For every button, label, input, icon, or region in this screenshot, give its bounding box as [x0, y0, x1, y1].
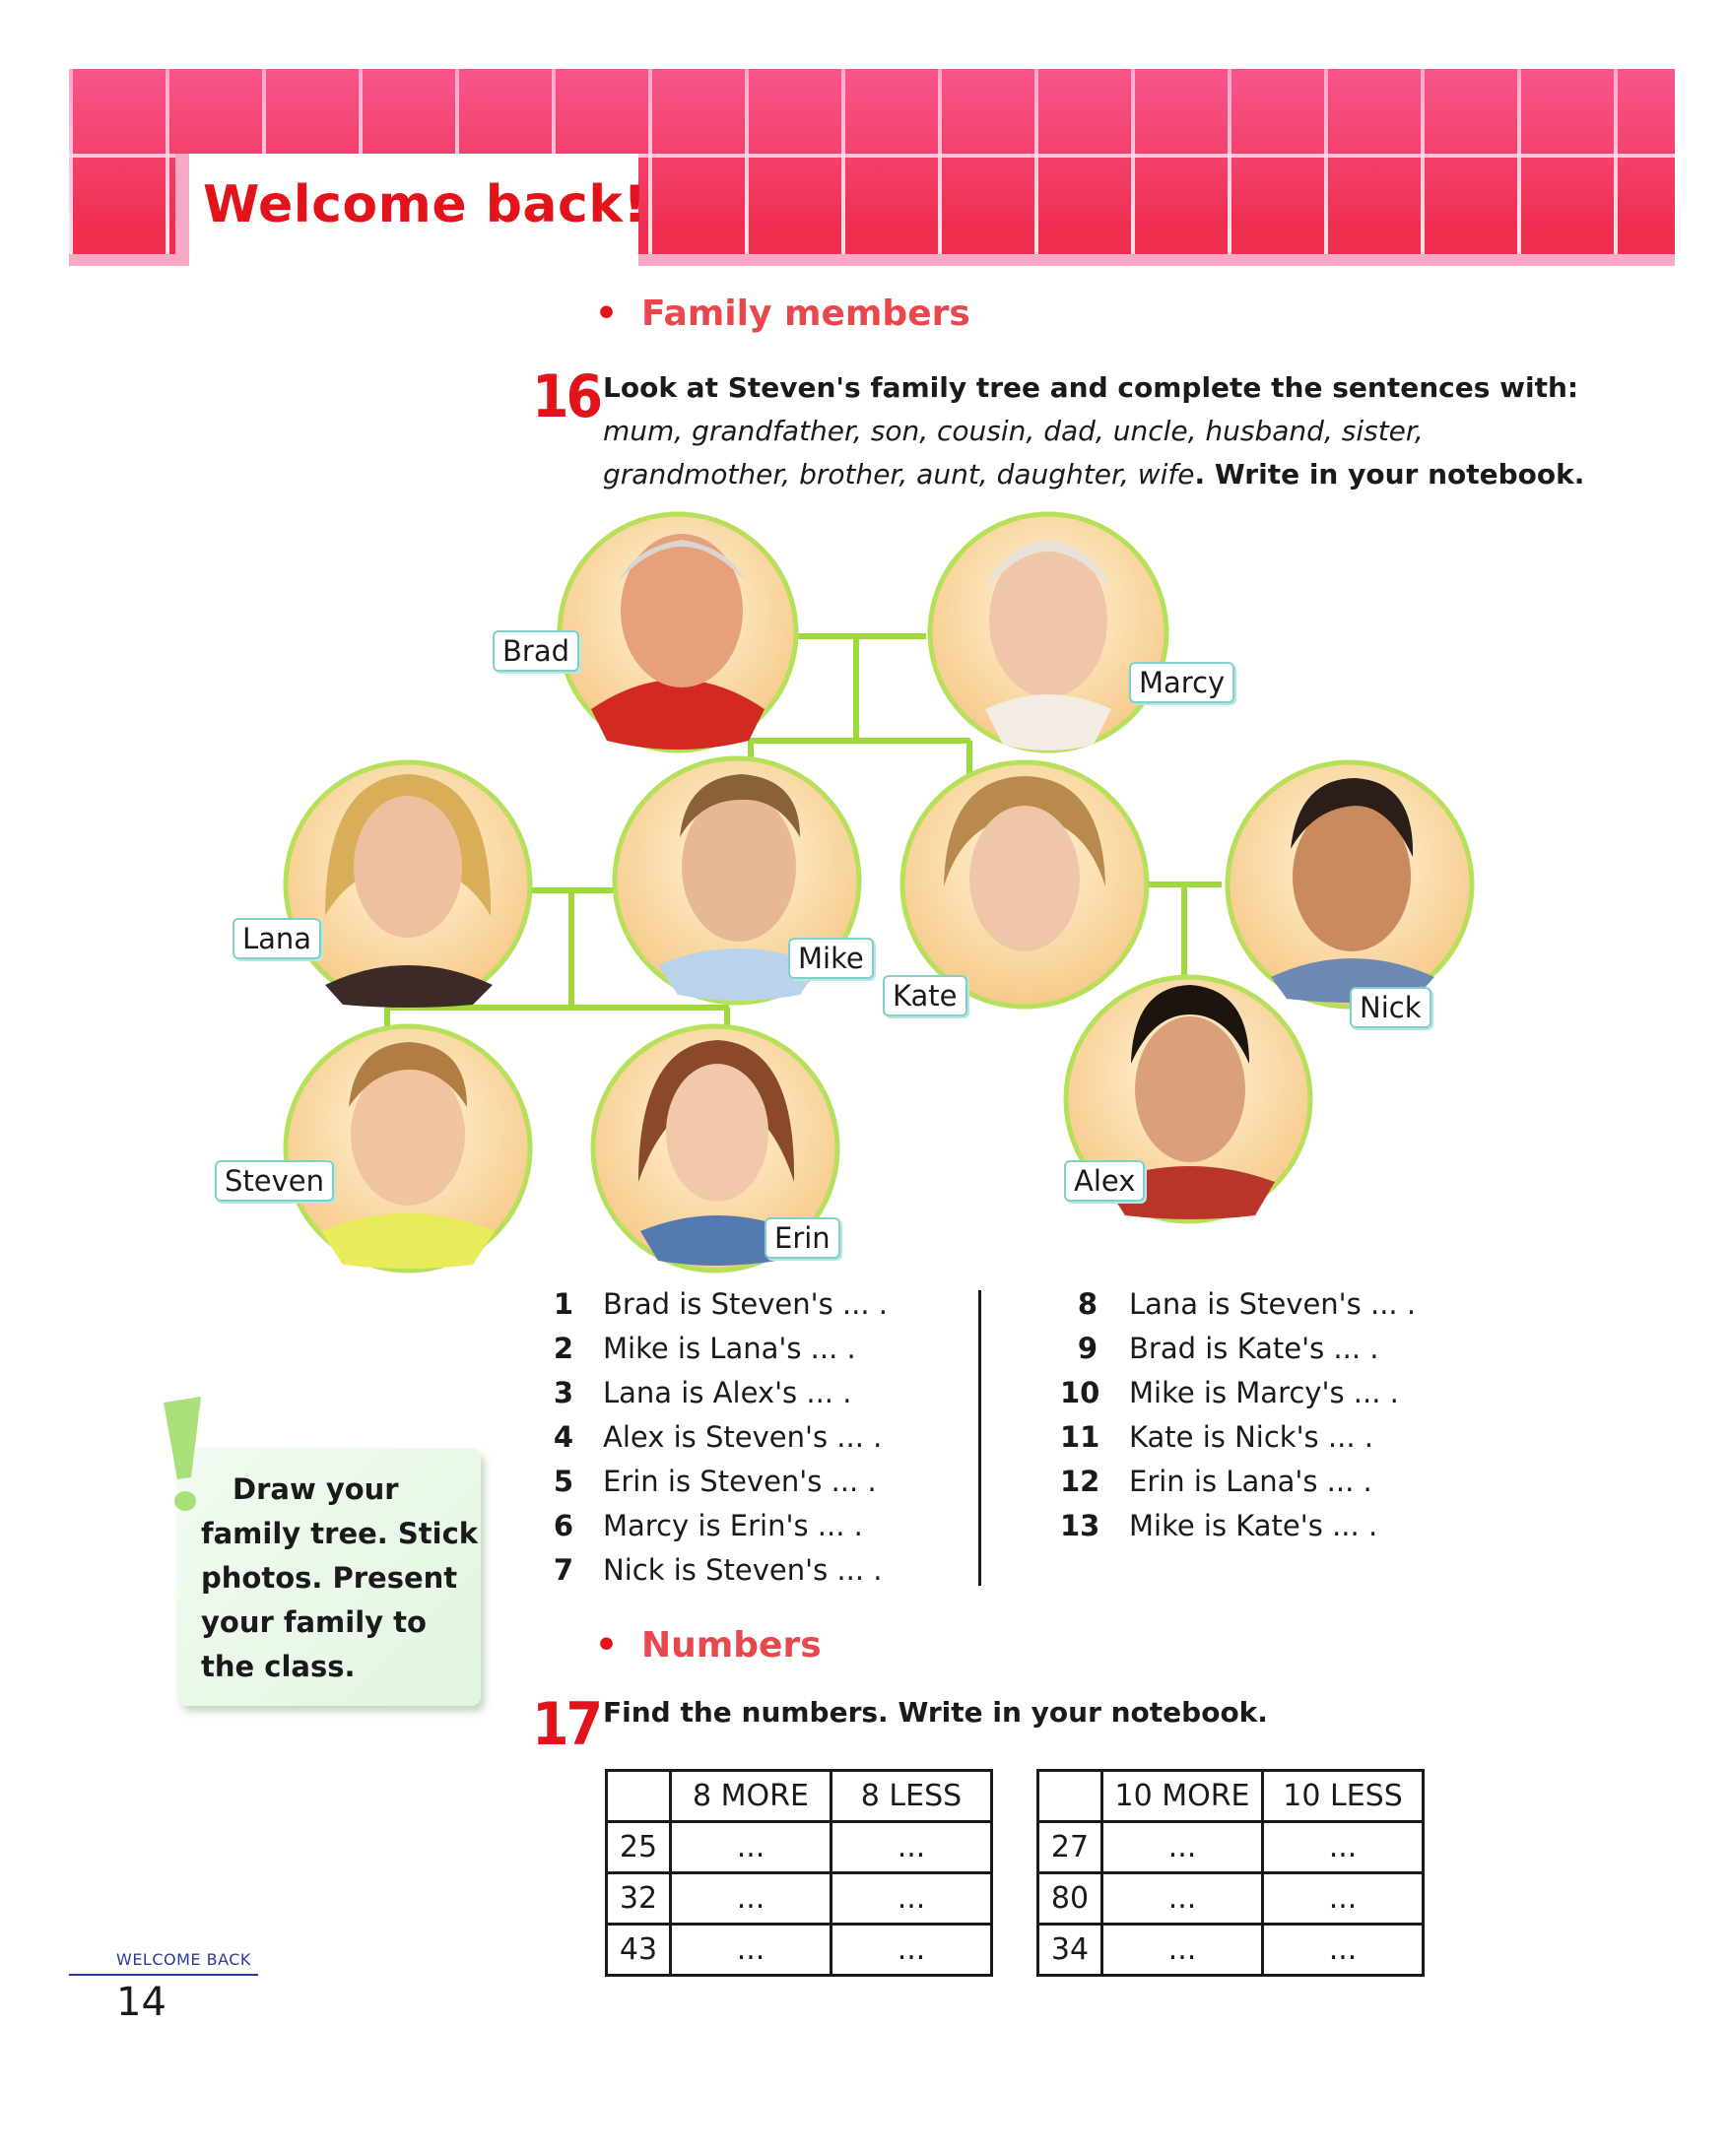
- sentence-item: 11 Kate is Nick's ... .: [1060, 1420, 1373, 1454]
- name-tag-steven: Steven: [215, 1160, 334, 1202]
- numbers-table-1: [605, 1769, 993, 1977]
- table-row: 34 ... ...: [1038, 1925, 1424, 1976]
- table-row: 32 ... ...: [607, 1873, 992, 1925]
- sentences-right: [1060, 1282, 1416, 1548]
- page-number: 14: [116, 1980, 166, 2025]
- sentence-item: 10 Mike is Marcy's ... .: [1060, 1376, 1399, 1409]
- table-header-row: 10 MORE 10 LESS: [1038, 1771, 1424, 1822]
- numbers-table-2: [1036, 1769, 1425, 1977]
- sentence-item: 1 Brad is Steven's ... .: [553, 1287, 888, 1321]
- sentence-item: 13 Mike is Kate's ... .: [1060, 1509, 1378, 1542]
- section-heading-numbers: [595, 1625, 822, 1666]
- instruction-lead: Look at Steven's family tree and complete the sentences with:: [603, 371, 1579, 404]
- tip-note-text: Draw your family tree. Stick photos. Present your family to the class.: [201, 1472, 479, 1683]
- sentence-item: 8 Lana is Steven's ... .: [1077, 1287, 1417, 1321]
- name-tag-mike: Mike: [788, 938, 874, 979]
- word-list: mum, grandfather, son, cousin, dad, uncle, husband, sister, grandmother, brother, aunt, daughter, wife: [603, 415, 1424, 490]
- portrait-steven: [286, 1026, 530, 1271]
- name-tag-nick: Nick: [1350, 987, 1431, 1028]
- name-tag-lana: Lana: [233, 918, 321, 959]
- table-row: 25 ... ...: [607, 1822, 992, 1873]
- sentence-item: 4 Alex is Steven's ... .: [553, 1420, 883, 1454]
- portrait-nick: [1228, 762, 1472, 1007]
- sentence-item: 7 Nick is Steven's ... .: [553, 1553, 883, 1587]
- instruction-end: Write in your notebook.: [1214, 458, 1585, 490]
- name-tag-alex: Alex: [1064, 1160, 1145, 1202]
- table-row: 43 ... ...: [607, 1925, 992, 1976]
- section-heading-text: Numbers: [641, 1625, 822, 1666]
- exercise-number: 17: [532, 1690, 601, 1759]
- sentence-item: 2 Mike is Lana's ... .: [553, 1332, 856, 1365]
- section-heading-text: Family members: [641, 294, 970, 334]
- portrait-brad: [560, 514, 796, 751]
- footer-rule: [69, 1974, 258, 1976]
- name-tag-marcy: Marcy: [1129, 662, 1234, 703]
- portrait-marcy: [930, 514, 1166, 751]
- table-header-row: 8 MORE 8 LESS: [607, 1771, 992, 1822]
- name-tag-kate: Kate: [883, 975, 967, 1016]
- portrait-lana: [286, 762, 530, 1008]
- sentence-item: 5 Erin is Steven's ... .: [553, 1465, 877, 1498]
- sentences-left: [548, 1282, 888, 1593]
- column-divider: [978, 1290, 981, 1586]
- sentence-item: 6 Marcy is Erin's ... .: [553, 1509, 863, 1542]
- name-tag-erin: Erin: [765, 1217, 840, 1259]
- sentence-item: 3 Lana is Alex's ... .: [553, 1376, 852, 1409]
- bullet-icon: •: [595, 1625, 619, 1666]
- sentence-item: 12 Erin is Lana's ... .: [1060, 1465, 1372, 1498]
- exercise-instruction: Look at Steven's family tree and complete the sentences with: mum, grandfather, son, cousin, dad, uncle, husband, sister, grandmother, brother, aunt, daughter, wife. Write in your notebook.: [603, 371, 1585, 490]
- bullet-icon: •: [595, 294, 619, 334]
- name-tag-brad: Brad: [493, 630, 579, 672]
- page-title: Welcome back!: [203, 175, 647, 234]
- exercise-instruction: Find the numbers. Write in your notebook.: [603, 1696, 1268, 1729]
- sentence-item: 9 Brad is Kate's ... .: [1077, 1332, 1379, 1365]
- portrait-kate: [902, 762, 1147, 1007]
- table-row: 27 ... ...: [1038, 1822, 1424, 1873]
- exercise-number: 16: [532, 362, 601, 431]
- footer-section-label: WELCOME BACK: [116, 1950, 251, 1969]
- table-row: 80 ... ...: [1038, 1873, 1424, 1925]
